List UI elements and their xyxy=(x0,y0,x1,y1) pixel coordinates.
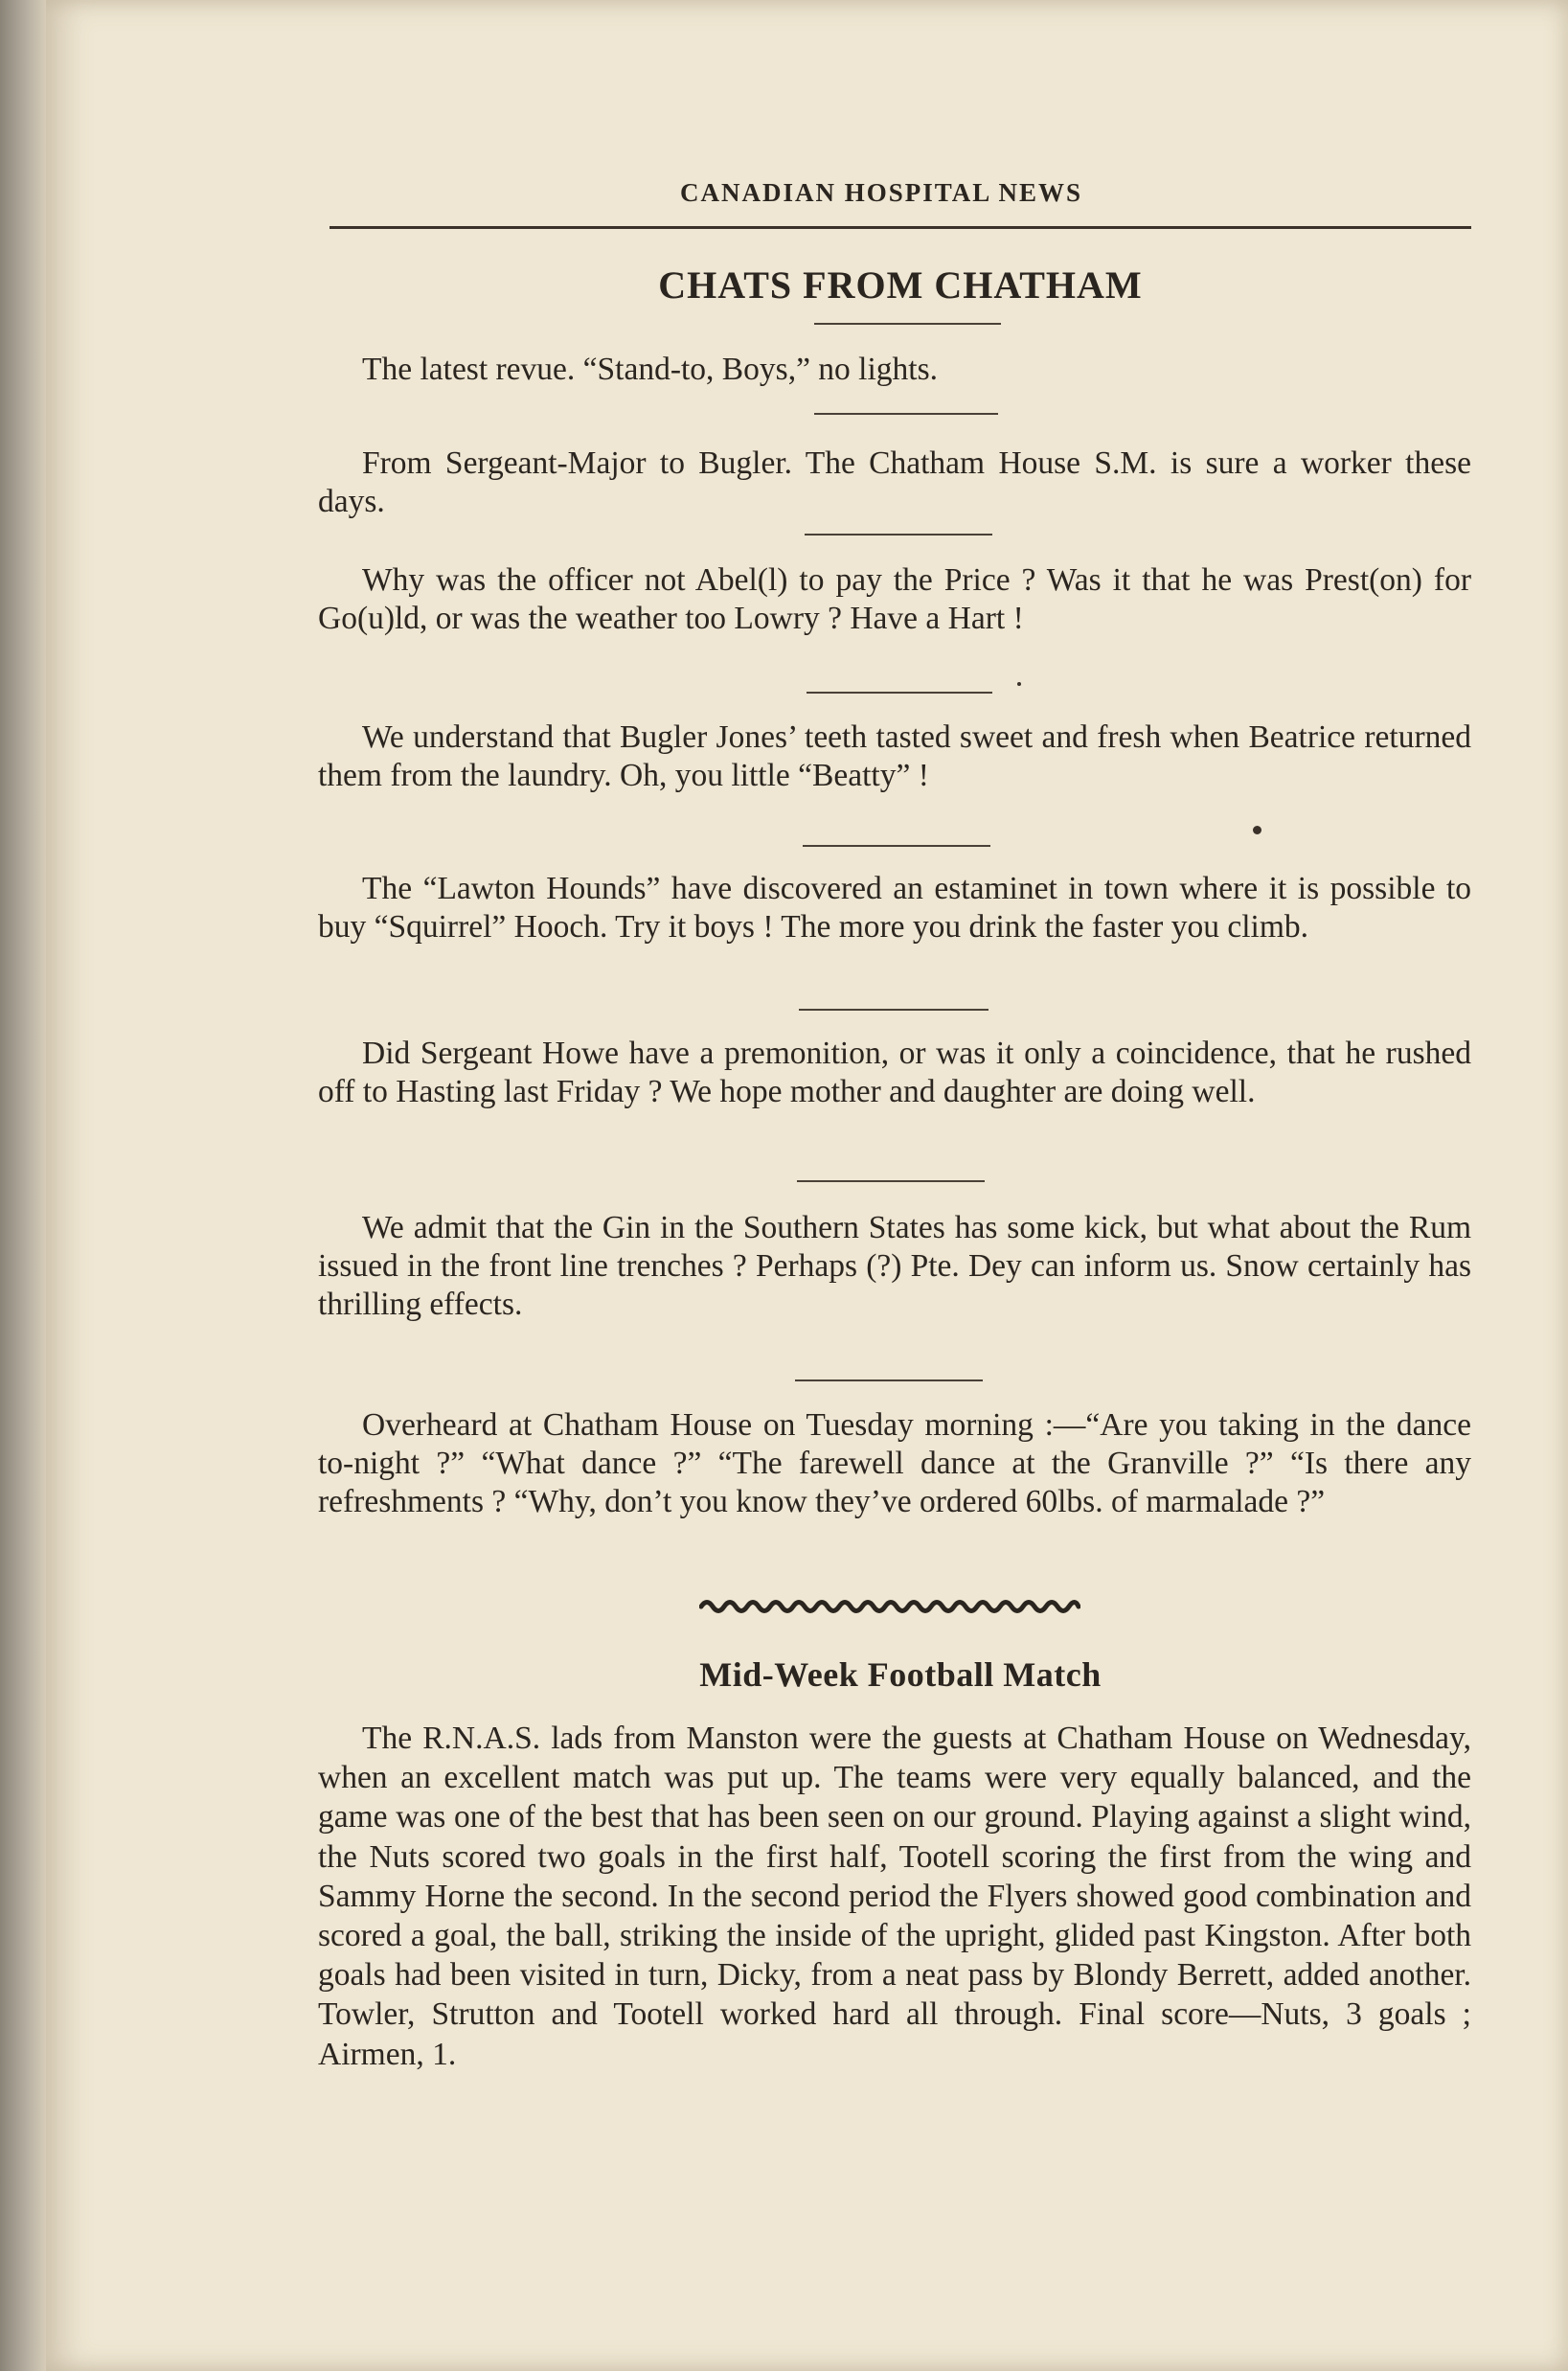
chat-item: We admit that the Gin in the Southern States has some kick, but what about the Rum issued in the front line trenches ? Perhaps (?) Pte. Dey can inform us. Snow certainly has thrilling effects. xyxy=(318,1210,1471,1322)
item-separator xyxy=(803,845,990,847)
chat-item: The latest revue. “Stand-to, Boys,” no lights. xyxy=(362,352,939,387)
page-edge-shadow xyxy=(0,0,46,2371)
running-header: CANADIAN HOSPITAL NEWS xyxy=(680,178,1083,207)
chat-item: The “Lawton Hounds” have discovered an estaminet in town where it is possible to buy “Squirrel” Hooch. Try it boys ! The more you drink the faster you climb. xyxy=(318,871,1471,945)
chat-item: Did Sergeant Howe have a premonition, or was it only a coincidence, that he rushed off to Hasting last Friday ? We hope mother and daughter are doing well. xyxy=(318,1036,1471,1109)
section-title-football: Mid-Week Football Match xyxy=(699,1655,1102,1694)
ink-speck xyxy=(1253,826,1261,834)
title-underline xyxy=(814,323,1001,325)
chat-item: We understand that Bugler Jones’ teeth tasted sweet and fresh when Beatrice returned them from the laundry. Oh, you little “Beatty” ! xyxy=(318,719,1471,793)
wavy-ornament xyxy=(699,1596,1080,1617)
section-title-chats: CHATS FROM CHATHAM xyxy=(658,263,1143,307)
chat-item: Why was the officer not Abel(l) to pay the Price ? Was it that he was Prest(on) for Go(u)ld, or was the weather too Lowry ? Have a Hart ! xyxy=(318,562,1471,636)
chat-item: From Sergeant-Major to Bugler. The Chatham House S.M. is sure a worker these days. xyxy=(318,445,1471,519)
item-separator xyxy=(807,692,992,694)
football-report: The R.N.A.S. lads from Manston were the guests at Chatham House on Wednesday, when an excellent match was put up. The teams were very equally balanced, and the game was one of the best that has been seen on our ground. Playing against a slight wind, the Nuts scored two goals in the first half, Tootell scoring the first from the wing and Sammy Horne the second. In the second period the Flyers showed good combination and scored a goal, the ball, striking the inside of the upright, glided past Kingston. After both goals had been visited in turn, Dicky, from a neat pass by Blondy Berrett, added another. Towler, Strutton and Tootell worked hard all through. Final score—Nuts, 3 goals ; Airmen, 1. xyxy=(318,1721,1471,2072)
chat-item: Overheard at Chatham House on Tuesday morning :—“Are you taking in the dance to-night ?” “What dance ?” “The farewell dance at the Granville ?” “Is there any refreshments ? “Why, don’t you know they’ve ordered 60lbs. of marmalade ?” xyxy=(318,1407,1471,1519)
item-separator xyxy=(795,1379,983,1381)
item-separator xyxy=(814,413,998,415)
item-separator xyxy=(799,1009,989,1011)
ink-speck xyxy=(1017,682,1021,686)
item-separator xyxy=(797,1180,985,1182)
magazine-page xyxy=(46,0,1568,2371)
header-rule xyxy=(330,226,1471,229)
item-separator xyxy=(805,534,992,536)
